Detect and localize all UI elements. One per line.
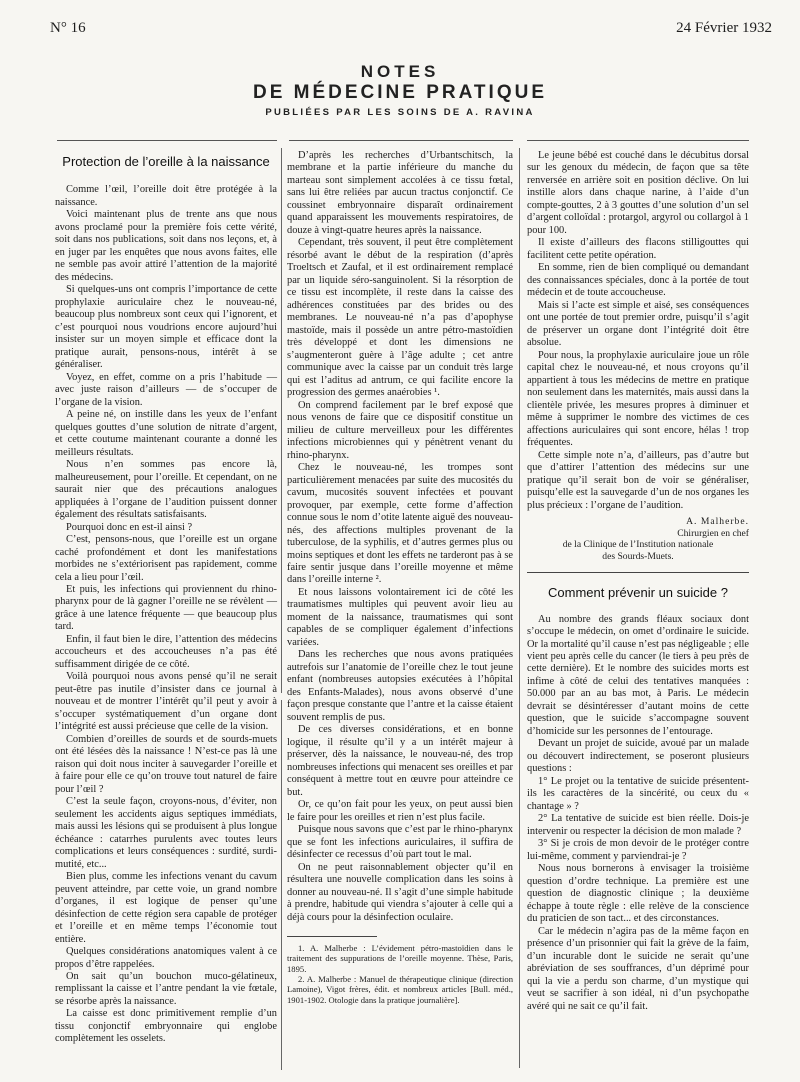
column-right xyxy=(527,150,749,1013)
paragraph: Car le médecin n’agira pas de la même façon en présence d’un prisonnier qui fait la grève de la faim, d’un incurable dont le suicide ne serait qu’une abréviation de ses souffrances, d’un déprimé pour qui la vie a perdu son charme, d’un mystique qui veut se sacrifier à son idéal, ni d’un psychopathe avéré qui ne sait ce qu’il fait. xyxy=(527,925,749,1012)
masthead-subtitle: PUBLIÉES PAR LES SOINS DE A. RAVINA xyxy=(265,107,535,118)
footnote-rule xyxy=(287,936,377,937)
column-divider-2 xyxy=(519,148,520,1068)
paragraph: Cette simple note n’a, d’ailleurs, pas d’autre but que d’attirer l’attention des médecins sur une pratique qu’il serait bon de voir se généraliser, puisqu’elle est la sauvegarde d’un de nos organes les plus précieux : l’organe de l’audition. xyxy=(527,449,749,511)
paragraph: D’après les recherches d’Urbantschitsch, la membrane et la partie inférieure du manche du marteau sont simplement accolées à ce tissu fœtal, sans lui être reliées par aucun tractus conjonctif. Ce coussinet embryonnaire disparaît ordinairement quand apparaissent les mouvements respiratoires, de douze à vingt-quatre heures après la naissance. xyxy=(287,150,513,236)
paragraph: Comme l’œil, l’oreille doit être protégée à la naissance. xyxy=(55,184,277,208)
masthead-rule-left xyxy=(57,140,277,141)
paragraph: Voici maintenant plus de trente ans que nous avons proclamé pour la première fois cette vérité, soit dans nos publications, soit dans nos leçons, et, à en juger par les enquêtes que nous avons faites, elle ne semble pas avoir attiré l’attention de la majorité des médecins. xyxy=(55,209,277,283)
footnote: 2. A. Malherbe : Manuel de thérapeutique clinique (direction Lamoine), Vigot frères, édit. et nombreux articles [Bull. méd., 1901-1902. Otologie dans la pratique journalière]. xyxy=(287,973,513,1005)
paragraph: On sait qu’un bouchon muco-gélatineux, remplissant la caisse et l’antre pendant la vie fœtale, se résorbe après la naissance. xyxy=(55,971,277,1007)
paragraph: Chez le nouveau-né, les trompes sont particulièrement menacées par suite des mucosités du cavum, mucosités souvent infectées et pouvant provoquer, par exemple, cette forme d’affection connue sous le nom d’otite latente aiguë des nouveau-nés, des affections multiples provenant de la tuberculose, de la syphilis, et d’autres germes plus ou moins septiques et dont les effets ne tarderont pas à se faire sentir jusque dans l’oreille moyenne et même dans l’oreille interne ². xyxy=(287,462,513,586)
column-divider-1b xyxy=(281,700,282,1070)
paragraph: Et puis, les infections qui proviennent du rhino-pharynx pour de là gagner l’oreille ne se révèlent — grâce à une latence fréquente — que beaucoup plus tard. xyxy=(55,583,277,633)
paragraph: Combien d’oreilles de sourds et de sourds-muets ont été lésées dès la naissance ! N’est-ce pas là une raison qui doit nous inciter à sauvegarder l’oreille et à faire pour elle ce qu’on trouve tout naturel de faire pour l’œil ? xyxy=(55,733,277,795)
paragraph: La caisse est donc primitivement remplie d’un tissu conjonctif embryonnaire qui englobe complètement les osselets. xyxy=(55,1008,277,1045)
issue-number: N° 16 xyxy=(50,20,86,36)
author-institution: de la Clinique de l’Institution nationale xyxy=(562,539,714,551)
article-title-suicide: Comment prévenir un suicide ? xyxy=(548,585,728,601)
paragraph: Dans les recherches que nous avons pratiquées autrefois sur l’anatomie de l’oreille chez le tout jeune enfant (nombreuses autopsies exécutées à l’hôpital des Enfants-Malades), nous avons observé d’une façon presque constante que l’antre et la caisse étaient souvent remplis de pus. xyxy=(287,649,513,723)
paragraph: Et nous laissons volontairement ici de côté les traumatismes multiples qui peuvent avoir lieu au moment de la naissance, traumatismes qui sont capables de se compliquer également d’infections variées. xyxy=(287,586,513,648)
paragraph: 2° La tentative de suicide est bien réelle. Dois-je intervenir ou respecter la décision de mon malade ? xyxy=(527,813,749,837)
paragraph: Il existe d’ailleurs des flacons stilligouttes qui facilitent cette petite opération. xyxy=(527,237,749,261)
article-title-ear-protection: Protection de l’oreille à la naissance xyxy=(62,154,270,169)
author-name: A. Malherbe. xyxy=(686,516,749,528)
masthead-title-line2: DE MÉDECINE PRATIQUE xyxy=(252,82,547,103)
author-institution-line2: des Sourds-Muets. xyxy=(602,550,674,562)
paragraph: Voyez, en effet, comme on a pris l’habitude — avec juste raison d’ailleurs — de s’occuper de l’organe de la vision. xyxy=(55,371,277,408)
footnote: 1. A. Malherbe : L’évidement pétro-mastoïdien dans le traitement des suppurations de l’oreille moyenne. Thèse, Paris, 1895. xyxy=(287,943,513,974)
issue-date: 24 Février 1932 xyxy=(676,20,772,36)
paragraph: Nous nous bornerons à envisager la troisième question d’ordre technique. La première est une question de diagnostic clinique ; la deuxième échappe à toute règle : elle relève de la conscience du praticien de son tact... et des circonstances. xyxy=(527,863,749,925)
paragraph: Au nombre des grands fléaux sociaux dont s’occupe le médecin, on omet d’ordinaire le suicide. Or la mortalité qu’il cause n’est pas négligeable ; elle vient peu après celle du cancer (le tiers à peu près de cette dernière). Et le nombre des suicides morts est infime à côté de celui des tentatives manquées : 50.000 par an au bas mot, à Paris. Le médecin devrait se désintéresser d’autant moins de cette question, que le suicide s’accompagne souvent d’homicide sur les personnes de l’entourage. xyxy=(527,613,749,737)
paragraph: Pourquoi donc en est-il ainsi ? xyxy=(66,521,193,533)
paragraph: 1° Le projet ou la tentative de suicide présentent-ils les caractères de la sincérité, ou ceux du « chantage » ? xyxy=(527,775,749,812)
paragraph: A peine né, on instille dans les yeux de l’enfant quelques gouttes d’une solution de nitrate d’argent, et cette coutume maintenant courante a donné les meilleurs résultats. xyxy=(55,409,277,458)
paragraph: Mais si l’acte est simple et aisé, ses conséquences ont une portée de tout premier ordre, puisqu’il s’agit de préserver un organe dont l’intégrité doit être absolue. xyxy=(527,299,749,349)
paragraph: On comprend facilement par le bref exposé que nous venons de faire que ce dispositif constitue un milieu de culture merveilleux pour les différentes infections microbiennes qui y pénètrent venant du rhino-pharynx. xyxy=(287,399,513,461)
masthead-rule-right xyxy=(527,140,749,141)
paragraph: Nous n’en sommes pas encore là, malheureusement, pour l’oreille. Et cependant, on ne saurait nier que des précautions analogues appliquées à l’organe de l’audition puissent donner également des résultats satisfaisants. xyxy=(55,459,277,521)
column-middle xyxy=(287,150,513,1005)
paragraph: Or, ce qu’on fait pour les yeux, on peut aussi bien le faire pour les oreilles et rien n’est plus facile. xyxy=(287,799,513,823)
paragraph: De ces diverses considérations, et en bonne logique, il résulte qu’il y a un intérêt majeur à préserver, dès la naissance, le nouveau-né, des trop nombreuses infections qui menacent ses oreilles et par conséquent à mettre tout en œuvre pour atteindre ce but. xyxy=(287,724,513,798)
paragraph: Quelques considérations anatomiques valent à ce propos d’être rappelées. xyxy=(55,946,277,970)
column-left xyxy=(55,150,277,1046)
masthead-title-line1: NOTES xyxy=(360,62,440,81)
paragraph: En somme, rien de bien compliqué ou demandant des connaissances spéciales, donc à la portée de tout médecin et de toute accoucheuse. xyxy=(527,262,749,299)
paragraph: Devant un projet de suicide, avoué par un malade ou découvert indirectement, se poseront plusieurs questions : xyxy=(527,738,749,775)
paragraph: Si quelques-uns ont compris l’importance de cette prophylaxie auriculaire chez le nouveau-né, beaucoup plus nombreux sont ceux qui l’ignorent, et c’est pourquoi nous voudrions encore aujourd’hui insister sur un moyen simple et efficace dont la pratique aurait, pensons-nous, intérêt à se généraliser. xyxy=(55,284,277,371)
paragraph: Cependant, très souvent, il peut être complètement résorbé avant le début de la respiration (d’après Troeltsch et Zaufal, et il est ordinairement remplacé par un liquide séro-sanguinolent. Si la résorption de ce tissu est incomplète, il reste dans la caisse des adhérences constituées par des brides ou des membranes. Le nouveau-né n’a pas d’apophyse mastoïde, mais il possède un antre pétro-mastoïdien très développé et dont les dimensions ne s’augmenteront guère à l’âge adulte ; cet antre communique avec la caisse par un conduit très large qui est l’aditus ad antrum, ce qui facilite encore la progression des germes anaérobies ¹. xyxy=(287,237,513,399)
section-divider xyxy=(527,572,749,573)
paragraph: 3° Si je crois de mon devoir de le protéger contre lui-même, comment y parviendrai-je ? xyxy=(527,838,749,862)
masthead-rule-mid xyxy=(289,140,513,141)
author-role: Chirurgien en chef xyxy=(677,527,749,539)
paragraph: Le jeune bébé est couché dans le décubitus dorsal sur les genoux du médecin, de façon que sa tête renversée en arrière soit en position déclive. On lui instille alors dans chaque narine, à l’aide d’un compte-gouttes, 2 à 3 gouttes d’une solution d’un sel d’argent colloïdal : protargol, argyrol ou collargol à 1 pour 100. xyxy=(527,150,749,236)
paragraph: Pour nous, la prophylaxie auriculaire joue un rôle capital chez le nouveau-né, et nous croyons qu’il appartient à tous les médecins de mettre en pratique non seulement dans les maternités, mais aussi dans la clientèle privée, les mesures propres à diminuer et même à supprimer le nombre des victimes de ces affections auriculaires qui sont encore, hélas ! trop fréquentes. xyxy=(527,349,749,449)
paragraph: Voilà pourquoi nous avons pensé qu’il ne serait peut-être pas inutile d’insister dans ce journal à nouveau et de montrer l’intérêt qu’il peut y avoir à s’occuper systématiquement d’un organe dont l’intégrité est aussi précieuse que celle de la vision. xyxy=(55,671,277,733)
paragraph: Enfin, il faut bien le dire, l’attention des médecins accoucheurs et des accoucheuses n’a pas été suffisamment dirigée de ce côté. xyxy=(55,633,277,670)
paragraph: Bien plus, comme les infections venant du cavum peuvent atteindre, par cette voie, un grand nombre d’organes, il est logique de penser qu’une désinfection de cette région sera capable de protéger et l’oreille et en même temps l’économie tout entière. xyxy=(55,871,277,945)
paragraph: Puisque nous savons que c’est par le rhino-pharynx que se font les infections auriculaires, il suffira de désinfecter ce recessus d’où part tout le mal. xyxy=(287,824,513,861)
paragraph: C’est la seule façon, croyons-nous, d’éviter, non seulement les accidents aigus septiques immédiats, mais aussi les lésions qui se produisent à plus longue échéance : catarrhes purulents avec toutes leurs complications et leurs conséquences : surdité, surdi-mutité, etc... xyxy=(55,796,277,870)
author-signature xyxy=(527,516,749,562)
paragraph: On ne peut raisonnablement objecter qu’il en résultera une nouvelle complication dans les soins à donner au nouveau-né. Il s’agit d’une simple habitude à prendre, habitude qui viendra s’ajouter à celle qui a déjà cours pour la désinfection oculaire. xyxy=(287,861,513,923)
column-divider-1 xyxy=(281,148,282,693)
paragraph: C’est, pensons-nous, que l’oreille est un organe caché profondément et dont les manifestations morbides ne s’extériorisent pas rapidement, comme cela a lieu pour l’œil. xyxy=(55,534,277,583)
